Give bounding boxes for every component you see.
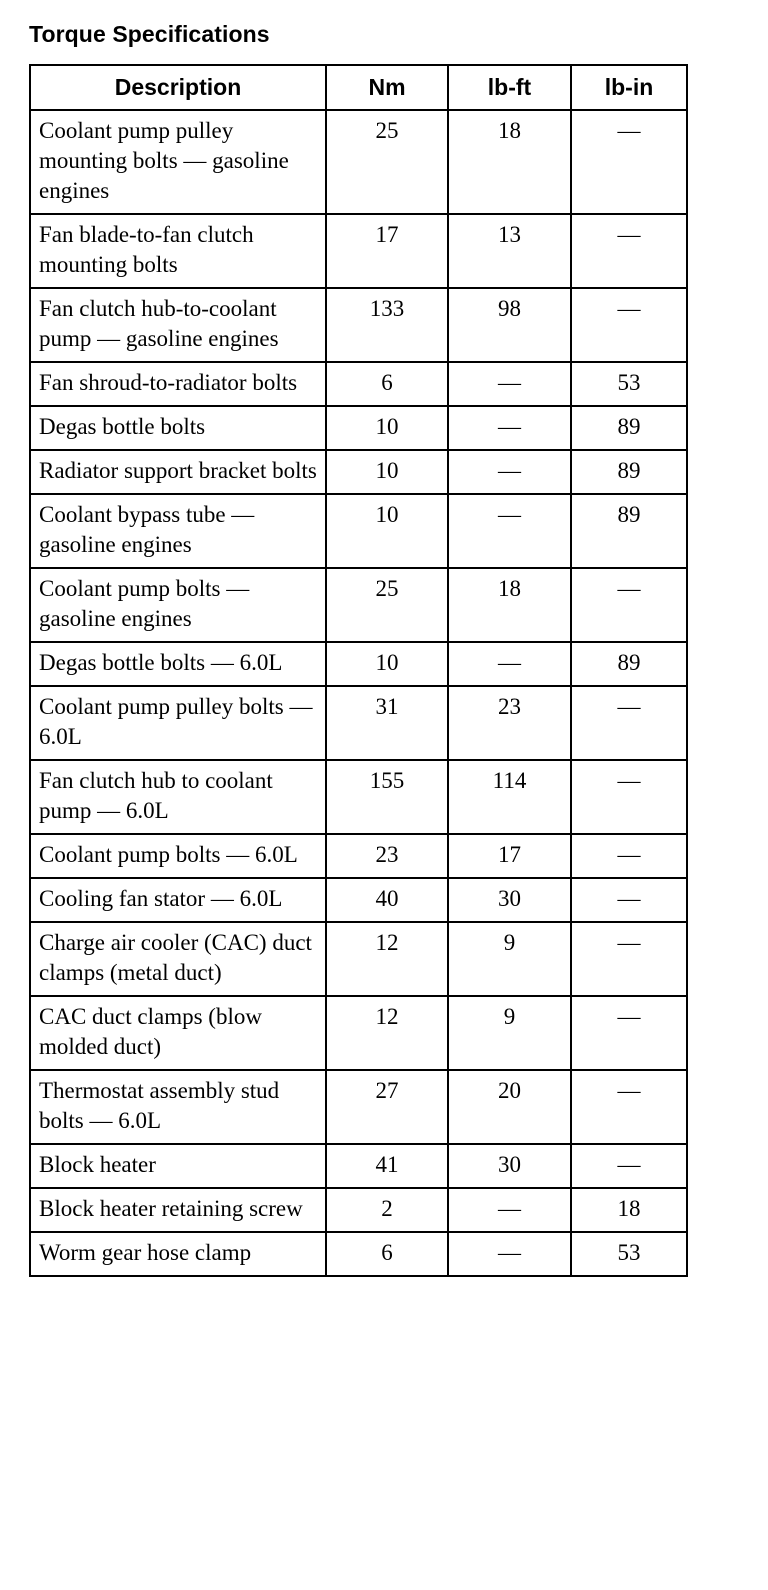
column-header-nm: Nm [326,65,448,110]
cell-description: Block heater retaining screw [30,1188,326,1232]
cell-lb-in: — [571,1144,687,1188]
cell-nm: 17 [326,214,448,288]
table-row [30,1070,687,1144]
cell-nm: 10 [326,642,448,686]
cell-lb-in: — [571,214,687,288]
table-row [30,1232,687,1276]
cell-nm: 6 [326,1232,448,1276]
table-row [30,1188,687,1232]
cell-lb-ft: — [448,450,571,494]
cell-lb-in: — [571,996,687,1070]
cell-nm: 12 [326,922,448,996]
cell-description: Fan clutch hub to coolant pump — 6.0L [30,760,326,834]
cell-description: Coolant pump bolts — 6.0L [30,834,326,878]
table-row [30,494,687,568]
cell-description: Degas bottle bolts — 6.0L [30,642,326,686]
table-row [30,568,687,642]
cell-nm: 25 [326,568,448,642]
page-title: Torque Specifications [29,21,270,47]
cell-nm: 10 [326,406,448,450]
cell-description: Fan blade-to-fan clutch mounting bolts [30,214,326,288]
cell-nm: 31 [326,686,448,760]
cell-lb-in: — [571,834,687,878]
cell-description: Worm gear hose clamp [30,1232,326,1276]
cell-lb-ft: — [448,1188,571,1232]
cell-description: Radiator support bracket bolts [30,450,326,494]
column-header-description: Description [30,65,326,110]
cell-nm: 12 [326,996,448,1070]
torque-spec-table [29,64,688,1277]
cell-lb-in: 53 [571,1232,687,1276]
table-row [30,362,687,406]
table-row [30,288,687,362]
cell-lb-ft: 13 [448,214,571,288]
cell-lb-ft: — [448,406,571,450]
cell-nm: 27 [326,1070,448,1144]
table-row [30,686,687,760]
cell-lb-in: — [571,878,687,922]
cell-lb-ft: 9 [448,996,571,1070]
cell-lb-ft: 114 [448,760,571,834]
cell-lb-ft: — [448,494,571,568]
cell-nm: 6 [326,362,448,406]
table-row [30,834,687,878]
cell-lb-ft: — [448,642,571,686]
table-row [30,406,687,450]
cell-lb-ft: 18 [448,110,571,214]
cell-description: Thermostat assembly stud bolts — 6.0L [30,1070,326,1144]
cell-lb-ft: 20 [448,1070,571,1144]
cell-lb-ft: 17 [448,834,571,878]
cell-description: CAC duct clamps (blow molded duct) [30,996,326,1070]
cell-lb-ft: 30 [448,878,571,922]
cell-description: Coolant bypass tube — gasoline engines [30,494,326,568]
cell-lb-in: 89 [571,450,687,494]
cell-nm: 133 [326,288,448,362]
cell-lb-ft: 98 [448,288,571,362]
cell-lb-ft: — [448,362,571,406]
cell-lb-in: 53 [571,362,687,406]
cell-lb-in: 18 [571,1188,687,1232]
table-row [30,450,687,494]
cell-nm: 25 [326,110,448,214]
cell-lb-in: — [571,288,687,362]
cell-lb-in: — [571,110,687,214]
cell-nm: 23 [326,834,448,878]
cell-lb-in: — [571,568,687,642]
cell-nm: 10 [326,494,448,568]
table-row [30,878,687,922]
table-row [30,110,687,214]
cell-description: Coolant pump pulley mounting bolts — gasoline engines [30,110,326,214]
cell-description: Block heater [30,1144,326,1188]
table-row [30,642,687,686]
cell-lb-in: 89 [571,494,687,568]
table-header-row [30,65,687,110]
table-row [30,214,687,288]
cell-nm: 40 [326,878,448,922]
table-body [30,110,687,1276]
cell-description: Fan shroud-to-radiator bolts [30,362,326,406]
cell-lb-in: 89 [571,642,687,686]
column-header-lb-in: lb-in [571,65,687,110]
cell-lb-ft: 30 [448,1144,571,1188]
cell-lb-in: — [571,686,687,760]
cell-lb-ft: — [448,1232,571,1276]
table-row [30,1144,687,1188]
cell-lb-ft: 9 [448,922,571,996]
table-row [30,996,687,1070]
cell-lb-in: — [571,1070,687,1144]
cell-lb-ft: 23 [448,686,571,760]
cell-nm: 155 [326,760,448,834]
cell-lb-in: — [571,760,687,834]
cell-description: Coolant pump bolts — gasoline engines [30,568,326,642]
column-header-lb-ft: lb-ft [448,65,571,110]
cell-description: Fan clutch hub-to-coolant pump — gasoline engines [30,288,326,362]
cell-description: Cooling fan stator — 6.0L [30,878,326,922]
cell-lb-in: — [571,922,687,996]
cell-description: Degas bottle bolts [30,406,326,450]
cell-nm: 41 [326,1144,448,1188]
table-row [30,922,687,996]
cell-description: Coolant pump pulley bolts — 6.0L [30,686,326,760]
cell-lb-in: 89 [571,406,687,450]
cell-nm: 2 [326,1188,448,1232]
table-row [30,760,687,834]
cell-description: Charge air cooler (CAC) duct clamps (metal duct) [30,922,326,996]
cell-nm: 10 [326,450,448,494]
cell-lb-ft: 18 [448,568,571,642]
